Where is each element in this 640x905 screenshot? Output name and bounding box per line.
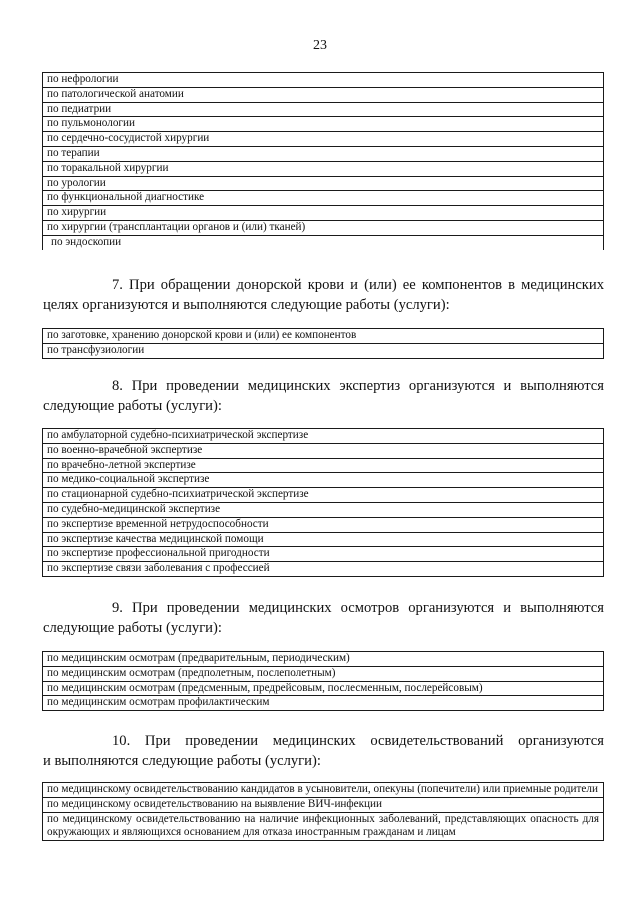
table-row [43,191,604,206]
section-9-line-1: 9. При проведении медицинских осмотров организуются и выполняются [112,600,604,616]
table-cell: по медико-социальной экспертизе [43,473,604,488]
table-row [43,681,604,696]
table-row [43,547,604,562]
table-cell: по нефрологии [43,73,604,88]
table-row [43,176,604,191]
table-cell: по экспертизе связи заболевания с профессией [43,562,604,577]
section-8-line-1: 8. При проведении медицинских экспертиз организуются и выполняются [112,378,604,394]
table-row [43,532,604,547]
table-row [43,517,604,532]
table-row [43,812,604,841]
table-row [43,343,604,358]
table-cell: по медицинскому освидетельствованию кандидатов в усыновители, опекуны (попечители) или приемные родители [43,783,604,798]
section-10-line-2: и выполняются следующие работы (услуги): [43,753,321,769]
table-cell: по хирургии [43,206,604,221]
section-10-paragraph [43,731,604,771]
section-7-line-1: 7. При обращении донорской крови и (или) ее компонентов в медицинских [112,277,604,293]
table-row [43,488,604,503]
table-row [43,562,604,577]
table-cell: по стационарной судебно-психиатрической экспертизе [43,488,604,503]
table-cell: по экспертизе временной нетрудоспособности [43,517,604,532]
medical-checkups-table [42,651,604,711]
table-cell: по медицинским осмотрам (предполетным, послеполетным) [43,666,604,681]
section-9-paragraph [43,598,604,638]
table-cell: по торакальной хирургии [43,161,604,176]
table-cell: по трансфузиологии [43,343,604,358]
medical-certification-table [42,782,604,841]
table-cell: по функциональной диагностике [43,191,604,206]
table-row [43,329,604,344]
table-row [43,473,604,488]
table-row [43,146,604,161]
table-cell: по врачебно-летной экспертизе [43,458,604,473]
table-row [43,132,604,147]
table-cell: по экспертизе профессиональной пригодности [43,547,604,562]
table-row [43,117,604,132]
table-cell: по урологии [43,176,604,191]
section-7-line-2: целях организуются и выполняются следующие работы (услуги): [43,297,450,313]
table-cell: по военно-врачебной экспертизе [43,443,604,458]
blood-services-table [42,328,604,359]
table-row [43,220,604,235]
section-8-paragraph [43,376,604,416]
table-cell: по медицинским осмотрам профилактическим [43,696,604,711]
table-row [43,652,604,667]
table-cell: по медицинскому освидетельствованию на наличие инфекционных заболеваний, представляющих опасность для окружающих и являющихся основанием для отказа иностранным гражданам и лицам [43,812,604,841]
table-row [43,797,604,812]
table-row [43,161,604,176]
table-cell: по медицинскому освидетельствованию на выявление ВИЧ-инфекции [43,797,604,812]
table-row [43,102,604,117]
table-cell: по медицинским осмотрам (предсменным, предрейсовым, послесменным, послерейсовым) [43,681,604,696]
table-cell: по медицинским осмотрам (предварительным, периодическим) [43,652,604,667]
section-7-paragraph [43,275,604,315]
table-cell: по экспертизе качества медицинской помощи [43,532,604,547]
table-row [43,206,604,221]
table-cell: по эндоскопии [43,235,604,249]
table-row [43,443,604,458]
table-row [43,783,604,798]
table-cell: по терапии [43,146,604,161]
table-row [43,429,604,444]
table-cell: по патологической анатомии [43,87,604,102]
page-number: 23 [313,38,327,53]
services-table-continued [42,72,604,250]
section-9-line-2: следующие работы (услуги): [43,620,222,636]
expertise-services-table [42,428,604,577]
table-cell: по судебно-медицинской экспертизе [43,502,604,517]
table-cell: по хирургии (трансплантации органов и (или) тканей) [43,220,604,235]
table-row [43,73,604,88]
table-cell: по заготовке, хранению донорской крови и (или) ее компонентов [43,329,604,344]
table-row [43,696,604,711]
table-cell: по пульмонологии [43,117,604,132]
table-row [43,235,604,249]
section-8-line-2: следующие работы (услуги): [43,398,222,414]
table-row [43,502,604,517]
section-10-line-1: 10. При проведении медицинских освидетельствований организуются [112,733,604,749]
table-cell: по амбулаторной судебно-психиатрической экспертизе [43,429,604,444]
table-row [43,666,604,681]
table-row [43,87,604,102]
table-cell: по сердечно-сосудистой хирургии [43,132,604,147]
table-row [43,458,604,473]
table-cell: по педиатрии [43,102,604,117]
